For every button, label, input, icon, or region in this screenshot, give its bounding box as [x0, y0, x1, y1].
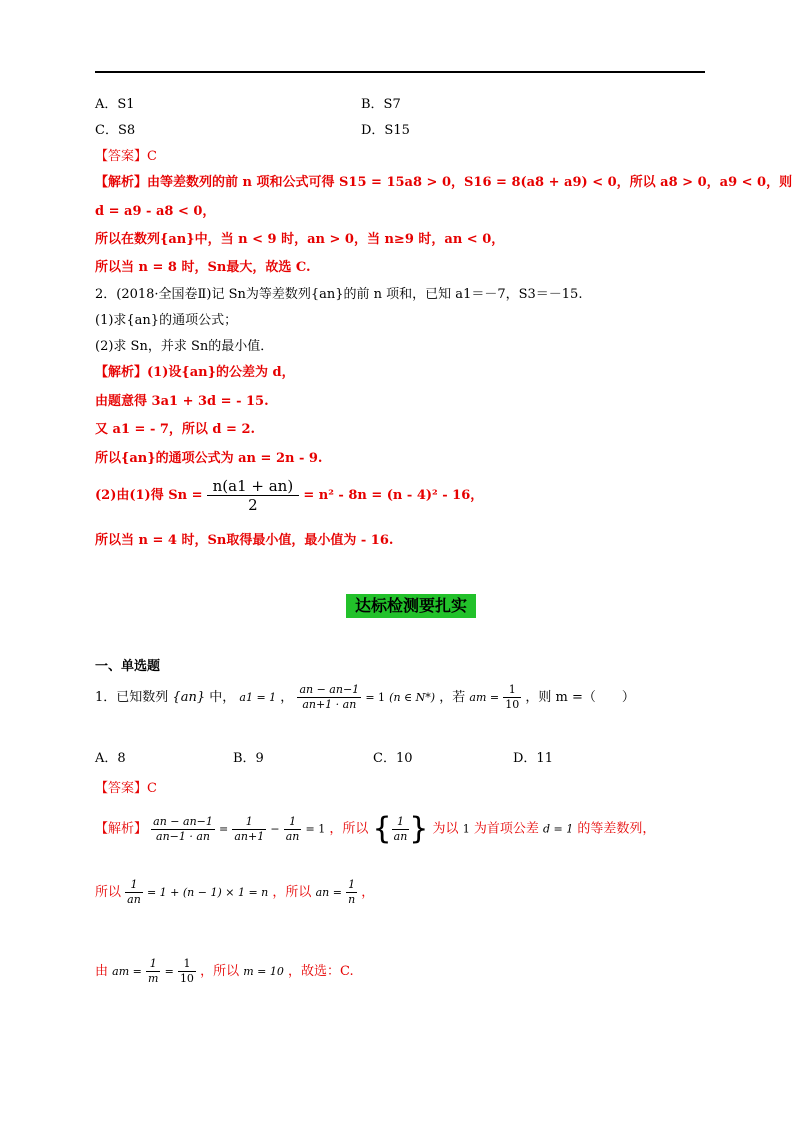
- fraction-numerator: an − an−1: [153, 814, 213, 828]
- domain-condition: (n ∈ N*): [389, 691, 436, 704]
- solution-text: ，所以: [272, 885, 312, 900]
- fraction-numerator: an − an−1: [299, 683, 360, 696]
- common-difference: d = 1: [542, 822, 574, 836]
- fraction-numerator: 1: [346, 878, 357, 893]
- fraction-denominator: m: [148, 972, 159, 985]
- analysis-text: [95, 174, 792, 192]
- am-symbol: am =: [112, 965, 142, 978]
- fraction-numerator: n(a1 + an): [207, 477, 300, 496]
- fraction: [151, 815, 215, 844]
- stem-text: 中，: [209, 690, 236, 705]
- solution-line-1: [95, 811, 656, 846]
- equals-one: = 1: [365, 691, 386, 704]
- analysis-line: d = a9 ‐ a8 < 0，: [95, 204, 216, 219]
- analysis-label: 【解析】: [95, 821, 148, 837]
- fraction: [146, 957, 160, 986]
- m-value: m = 10: [243, 965, 284, 978]
- option-d: D．S15: [361, 123, 410, 138]
- option-a: A．S1: [95, 97, 135, 112]
- solution-text: ，故选：C.: [288, 964, 354, 979]
- solution-text: ，所以: [200, 964, 240, 979]
- analysis-line: 所以当 n = 8 时，Sn最大，故选 C.: [95, 260, 311, 275]
- formula: = 1 + (n − 1) × 1 = n: [146, 886, 269, 899]
- fraction-denominator: an−1 · an: [156, 829, 211, 843]
- analysis-label: 【解析】: [95, 365, 148, 380]
- solution-line: 又 a1 = ‐ 7，所以 d = 2.: [95, 422, 256, 437]
- sum-fraction: [207, 477, 300, 514]
- solution-text: (1)设{an}的公差为 d，: [147, 365, 295, 380]
- fraction: [346, 878, 357, 907]
- formula-line: [95, 477, 483, 514]
- formula-suffix: = n² ‐ 8n = (n ‐ 4)² ‐ 16，: [303, 488, 484, 503]
- option-c: C．10: [373, 751, 413, 766]
- answer-label: 【答案】C: [95, 149, 157, 164]
- option-d: D．11: [513, 751, 553, 766]
- fraction-denominator: an: [127, 893, 141, 906]
- fraction: [125, 878, 143, 907]
- fraction-numerator: 1: [503, 683, 521, 698]
- fraction-numerator: 1: [125, 878, 143, 893]
- value-one: 1: [462, 822, 470, 836]
- am-fraction: [503, 683, 521, 712]
- stem-text: ，: [280, 690, 294, 705]
- solution-text: ，: [361, 885, 375, 900]
- analysis-line: 所以在数列{an}中，当 n < 9 时，an > 0，当 n≥9 时，an < 0，: [95, 232, 505, 247]
- solution-line: 由题意得 3a1 + 3d = ‐ 15.: [95, 394, 269, 409]
- an-symbol: an =: [315, 886, 342, 899]
- fraction-numerator: 1: [284, 815, 302, 830]
- fraction-denominator: 10: [505, 698, 520, 711]
- stem-text: ，则 m =（ ）: [525, 690, 635, 705]
- fraction: [284, 815, 302, 844]
- stem-text: ，若: [439, 690, 466, 705]
- solution-text: 的等差数列，: [577, 821, 656, 837]
- fraction-denominator: 2: [248, 496, 258, 514]
- solution-text: 为首项公差: [473, 821, 539, 837]
- option-b: B．9: [233, 751, 264, 766]
- fraction: [392, 815, 410, 844]
- option-c: C．S8: [95, 123, 136, 138]
- left-brace: {: [372, 811, 392, 846]
- option-a: A．8: [95, 751, 126, 766]
- am-symbol: am =: [469, 691, 500, 704]
- question-part: (2)求 Sn，并求 Sn的最小值．: [95, 339, 274, 354]
- solution-line-2: [95, 878, 374, 907]
- solution-line-3: [95, 957, 354, 986]
- sequence-symbol: {an}: [172, 690, 206, 705]
- fraction-numerator: 1: [146, 957, 160, 972]
- fraction: [232, 815, 266, 844]
- analysis-label: 【解析】: [95, 175, 148, 190]
- solution-line: [95, 364, 295, 382]
- solution-text: 由: [95, 964, 109, 979]
- fraction-numerator: 1: [232, 815, 266, 830]
- fraction-denominator: an: [393, 829, 408, 843]
- fraction-denominator: an+1: [234, 829, 265, 843]
- option-b: B．S7: [361, 97, 401, 112]
- right-brace: }: [409, 811, 429, 846]
- brace-set: [372, 811, 429, 846]
- condition-a1: a1 = 1: [239, 691, 277, 704]
- fraction-denominator: 10: [179, 972, 194, 985]
- formula-prefix: (2)由(1)得 Sn =: [95, 488, 203, 503]
- analysis-line: 由等差数列的前 n 项和公式可得 S15 = 15a8 > 0，S16 = 8(a8 + a9) < 0，所以 a8 > 0，a9 < 0，则: [147, 175, 793, 190]
- solution-text: 所以: [95, 885, 122, 900]
- fraction-denominator: n: [348, 893, 356, 906]
- fraction-denominator: an: [285, 829, 300, 843]
- fraction-numerator: 1: [392, 815, 410, 830]
- section-title: 一、单选题: [95, 659, 161, 674]
- answer-label: 【答案】C: [95, 781, 157, 796]
- equals-sign: =: [219, 822, 229, 836]
- equals-one: = 1: [305, 822, 326, 836]
- fraction: [178, 957, 196, 986]
- recurrence-fraction: [297, 683, 361, 712]
- question-stem: [95, 683, 635, 712]
- fraction-denominator: an+1 · an: [302, 698, 357, 711]
- equals-sign: =: [164, 965, 174, 978]
- question-part: (1)求{an}的通项公式；: [95, 313, 238, 328]
- stem-text: 1．已知数列: [95, 690, 169, 705]
- solution-text: 为以: [432, 821, 459, 837]
- section-banner: 达标检测要扎实: [346, 594, 476, 618]
- minus-sign: −: [270, 822, 280, 836]
- header-rule: [95, 71, 705, 73]
- solution-text: ，所以: [329, 821, 369, 837]
- solution-line: 所以{an}的通项公式为 an = 2n ‐ 9.: [95, 451, 323, 466]
- solution-line: 所以当 n = 4 时，Sn取得最小值，最小值为 ‐ 16.: [95, 533, 394, 548]
- fraction-numerator: 1: [178, 957, 196, 972]
- question-stem: 2．(2018·全国卷Ⅱ)记 Sn为等差数列{an}的前 n 项和，已知 a1＝－7，S3＝－15.: [95, 287, 583, 302]
